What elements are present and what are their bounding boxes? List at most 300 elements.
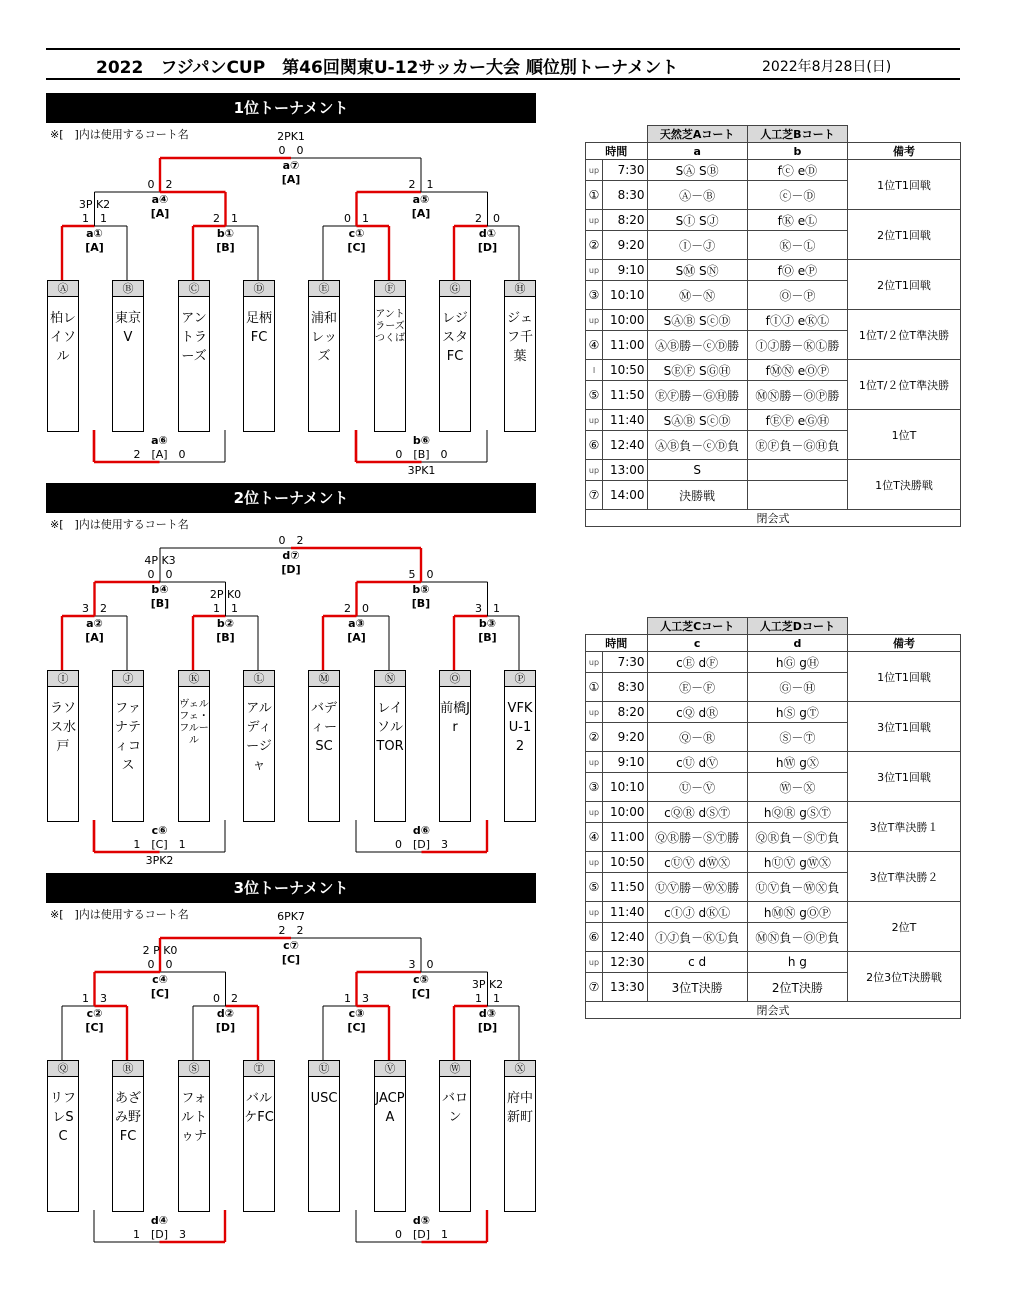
match-id: d④	[150, 1214, 169, 1227]
up-label: I	[586, 360, 603, 381]
team-id: Ⓑ	[113, 281, 143, 297]
match-note: 3位T1回戦	[848, 752, 961, 802]
team-box	[178, 280, 210, 432]
kickoff-time: 10:10	[603, 281, 648, 310]
team-box	[243, 1060, 275, 1212]
team-box	[243, 280, 275, 432]
match-id: d③	[478, 1007, 497, 1020]
schedule-table-ab	[585, 125, 961, 527]
warmup-a: SⓂ SⓃ	[647, 260, 747, 281]
warmup-b: fⒾⒿ eⓀⓁ	[747, 310, 847, 331]
score: 1 1	[82, 212, 107, 225]
score: 0 0	[278, 144, 304, 157]
match-note: 2位T1回戦	[848, 260, 961, 310]
kickoff-time: 14:00	[603, 481, 648, 510]
up-label: up	[586, 410, 603, 431]
warmup-time: 13:00	[603, 460, 648, 481]
bracket-title-t1: 1位トーナメント	[46, 93, 536, 123]
warmup-a: SⒶⒷ SⓒⒹ	[647, 310, 747, 331]
kickoff-time: 9:20	[603, 723, 648, 752]
page-header	[46, 48, 960, 80]
closing-ceremony: 閉会式	[586, 510, 961, 527]
warmup-b: h g	[747, 952, 847, 973]
team-box	[47, 1060, 79, 1212]
court-label: [A]	[411, 207, 431, 220]
schedule-row	[586, 652, 961, 673]
warmup-time: 11:40	[603, 902, 648, 923]
team-name: アントラーズ	[180, 311, 207, 364]
match-id: a⑤	[412, 193, 430, 206]
court-label: [B]	[150, 597, 170, 610]
warmup-a: SⒺⒻ SⒼⒽ	[647, 360, 747, 381]
team-box	[308, 670, 340, 822]
kickoff-time: 11:50	[603, 873, 648, 902]
pk-score: 3PK2	[145, 854, 174, 867]
match-id: a③	[348, 617, 365, 630]
schedule-row	[586, 310, 961, 331]
warmup-a: cⓆⓇ dⓈⓉ	[647, 802, 747, 823]
warmup-time: 7:30	[603, 652, 648, 673]
kickoff-time: 8:30	[603, 181, 648, 210]
match-number: ③	[586, 281, 603, 310]
up-label: up	[586, 902, 603, 923]
pk-score: 6PK7	[277, 910, 305, 923]
match-a: ⓊⓋ勝－ⓌⓍ勝	[647, 873, 747, 902]
pk-score: 2P K0	[209, 588, 242, 601]
match-id: d②	[216, 1007, 235, 1020]
team-box	[47, 280, 79, 432]
team-box	[374, 280, 406, 432]
match-note: 2位3位T決勝戦	[848, 952, 961, 1002]
match-number: ⑥	[586, 923, 603, 952]
team-box	[374, 670, 406, 822]
team-box	[504, 1060, 536, 1212]
match-id: c④	[152, 973, 168, 986]
team-box	[504, 670, 536, 822]
match-note: 1位T/２位T準決勝	[848, 360, 961, 410]
kickoff-time: 11:00	[603, 823, 648, 852]
team-id: Ⓚ	[179, 671, 209, 687]
match-note: 3位T準決勝１	[848, 802, 961, 852]
schedule-row	[586, 260, 961, 281]
team-name: 東京V	[114, 311, 141, 345]
match-id: d⑦	[282, 549, 300, 562]
up-label: up	[586, 952, 603, 973]
warmup-b: hⓌ gⓍ	[747, 752, 847, 773]
team-box	[112, 670, 144, 822]
score: 2 0	[475, 212, 500, 225]
pk-score: 3PK1	[407, 464, 436, 477]
warmup-b: hⓊⓋ gⓌⓍ	[747, 852, 847, 873]
team-name: 府中新町	[506, 1091, 533, 1125]
match-a: ⒾⒿ負－ⓀⓁ負	[647, 923, 747, 952]
match-number: ⑤	[586, 873, 603, 902]
match-number: ①	[586, 673, 603, 702]
score: 5 0	[408, 568, 434, 581]
match-a: ⒺⒻ勝－ⒼⒽ勝	[647, 381, 747, 410]
up-label: up	[586, 210, 603, 231]
court-letter: b	[747, 143, 847, 160]
score: 0 1	[344, 212, 369, 225]
match-id: d⑥	[412, 824, 431, 837]
kickoff-time: 12:40	[603, 923, 648, 952]
court-label: [A]	[85, 241, 104, 254]
match-number: ⑦	[586, 481, 603, 510]
score: 1 1	[475, 992, 500, 1005]
schedule-row	[586, 210, 961, 231]
score: 3 0	[408, 958, 434, 971]
match-a: Ⓠ－Ⓡ	[647, 723, 747, 752]
kickoff-time: 9:20	[603, 231, 648, 260]
court-label: [B]	[411, 597, 431, 610]
up-label: up	[586, 702, 603, 723]
match-a: ⓆⓇ勝－ⓈⓉ勝	[647, 823, 747, 852]
pk-score: 3P K2	[78, 198, 111, 211]
match-number: ①	[586, 181, 603, 210]
schedule-row	[586, 752, 961, 773]
match-number: ④	[586, 823, 603, 852]
warmup-b: fⓄ eⓅ	[747, 260, 847, 281]
court-label: [C]	[150, 987, 170, 1000]
score: 0 0	[147, 568, 173, 581]
score: 3 2	[82, 602, 107, 615]
warmup-time: 11:40	[603, 410, 648, 431]
time-header: 時間	[586, 143, 648, 160]
warmup-time: 8:20	[603, 210, 648, 231]
score: 0 [B] 0	[395, 448, 448, 461]
warmup-time: 8:20	[603, 702, 648, 723]
warmup-b: hⓂⓃ gⓄⓅ	[747, 902, 847, 923]
kickoff-time: 11:00	[603, 331, 648, 360]
court-label: [B]	[216, 241, 235, 254]
match-number: ③	[586, 773, 603, 802]
match-a: Ⓤ－Ⓥ	[647, 773, 747, 802]
match-note: 2位T	[848, 902, 961, 952]
schedule-row	[586, 952, 961, 973]
team-id: Ⓗ	[505, 281, 535, 297]
team-box	[439, 1060, 471, 1212]
score: 1 3	[344, 992, 369, 1005]
match-id: b⑥	[412, 434, 431, 447]
team-name: 足柄FC	[245, 311, 272, 345]
team-box	[374, 1060, 406, 1212]
match-id: d①	[478, 227, 497, 240]
team-name: リフレSC	[49, 1091, 76, 1144]
match-a: ⒶⒷ負－ⓒⒹ負	[647, 431, 747, 460]
warmup-a: cⓆ dⓇ	[647, 702, 747, 723]
score: 3 1	[475, 602, 500, 615]
court-header: 人工芝Cコート	[647, 618, 747, 635]
court-label: [C]	[347, 1021, 366, 1034]
match-b: Ⓖ－Ⓗ	[747, 673, 847, 702]
score: 0 2	[147, 178, 173, 191]
match-note: 2位T1回戦	[848, 210, 961, 260]
warmup-a: SⒶ SⒷ	[647, 160, 747, 181]
court-label: [B]	[478, 631, 497, 644]
warmup-time: 10:50	[603, 852, 648, 873]
warmup-a: S	[647, 460, 747, 481]
court-note: ※[ ]内は使用するコート名	[50, 128, 189, 141]
up-label: up	[586, 852, 603, 873]
match-id: b②	[216, 617, 235, 630]
team-name: VFKU-12	[507, 701, 533, 754]
court-label: [D]	[281, 563, 301, 576]
team-id: Ⓕ	[375, 281, 405, 297]
team-box	[439, 280, 471, 432]
court-label: [D]	[477, 1021, 498, 1034]
match-b: Ⓚ－Ⓛ	[747, 231, 847, 260]
match-b: ⓂⓃ負－ⓄⓅ負	[747, 923, 847, 952]
team-name: あざみ野FC	[114, 1091, 141, 1144]
team-name: アルディージャ	[246, 701, 272, 773]
match-a: Ⓐ－Ⓑ	[647, 181, 747, 210]
court-label: [C]	[411, 987, 431, 1000]
match-note: 1位T決勝戦	[848, 460, 961, 510]
match-id: c⑥	[151, 824, 168, 837]
match-b: Ⓦ－Ⓧ	[747, 773, 847, 802]
team-box	[178, 670, 210, 822]
match-id: b①	[216, 227, 235, 240]
match-number: ⑥	[586, 431, 603, 460]
team-name: バロン	[441, 1091, 468, 1125]
match-b: 2位T決勝	[747, 973, 847, 1002]
court-header: 人工芝Bコート	[747, 126, 847, 143]
team-name: レジスタFC	[441, 311, 468, 364]
team-name: バディーSC	[310, 701, 337, 754]
match-note: 3位T準決勝２	[848, 852, 961, 902]
team-id: Ⓡ	[113, 1061, 143, 1077]
team-name: アントラーズつくば	[375, 309, 405, 344]
court-label: [B]	[216, 631, 235, 644]
team-id: Ⓜ	[309, 671, 339, 687]
warmup-a: cⓊⓋ dⓌⓍ	[647, 852, 747, 873]
match-a: ⒶⒷ勝－ⓒⒹ勝	[647, 331, 747, 360]
team-id: Ⓛ	[244, 671, 274, 687]
match-a: 決勝戦	[647, 481, 747, 510]
court-label: [A]	[281, 173, 301, 186]
warmup-b: hⓈ gⓉ	[747, 702, 847, 723]
team-box	[308, 1060, 340, 1212]
team-id: Ⓒ	[179, 281, 209, 297]
court-label: [A]	[85, 631, 104, 644]
match-b: ⓆⓇ負－ⓈⓉ負	[747, 823, 847, 852]
event-date: 2022年8月28日(日)	[762, 59, 892, 75]
team-name: JACPA	[375, 1091, 405, 1125]
team-name: ファナティコス	[114, 701, 141, 773]
court-letter: c	[647, 635, 747, 652]
schedule-row	[586, 410, 961, 431]
team-name: バルケFC	[244, 1091, 274, 1125]
bracket-title-t2: 2位トーナメント	[46, 483, 536, 513]
court-label: [C]	[281, 953, 301, 966]
warmup-b	[747, 460, 847, 481]
team-name: 浦和レッズ	[310, 311, 337, 364]
match-b: Ⓢ－Ⓣ	[747, 723, 847, 752]
match-number: ②	[586, 231, 603, 260]
court-note: ※[ ]内は使用するコート名	[50, 518, 189, 531]
bracket-title-t3: 3位トーナメント	[46, 873, 536, 903]
match-b: ⓊⓋ負－ⓌⓍ負	[747, 873, 847, 902]
up-label: up	[586, 752, 603, 773]
up-label: up	[586, 652, 603, 673]
court-letter: d	[747, 635, 847, 652]
team-box	[243, 670, 275, 822]
warmup-a: cⒾⒿ dⓀⓁ	[647, 902, 747, 923]
match-a: Ⓔ－Ⓕ	[647, 673, 747, 702]
score: 0 [D] 1	[394, 1228, 449, 1241]
team-id: Ⓦ	[440, 1061, 470, 1077]
schedule-row	[586, 902, 961, 923]
pk-score: 2 P K0	[142, 944, 178, 957]
kickoff-time: 11:50	[603, 381, 648, 410]
team-box	[308, 280, 340, 432]
team-id: Ⓣ	[244, 1061, 274, 1077]
warmup-a: c d	[647, 952, 747, 973]
page-title: 2022 フジパンCUP 第46回関東U-12サッカー大会 順位別トーナメント	[96, 58, 679, 78]
team-id: Ⓧ	[505, 1061, 535, 1077]
team-id: Ⓟ	[505, 671, 535, 687]
match-number: ⑦	[586, 973, 603, 1002]
team-id: Ⓢ	[179, 1061, 209, 1077]
schedule-row	[586, 702, 961, 723]
match-b: ⓂⓃ勝－ⓄⓅ勝	[747, 381, 847, 410]
schedule-row	[586, 160, 961, 181]
match-note: 3位T1回戦	[848, 702, 961, 752]
match-id: b③	[478, 617, 497, 630]
match-id: c⑦	[283, 939, 299, 952]
court-letter: a	[647, 143, 747, 160]
schedule-row	[586, 852, 961, 873]
warmup-a: cⓊ dⓋ	[647, 752, 747, 773]
warmup-time: 10:00	[603, 310, 648, 331]
match-a: 3位T決勝	[647, 973, 747, 1002]
score: 1 1	[213, 602, 238, 615]
team-name: ヴェルフェ・フルール	[179, 699, 209, 746]
kickoff-time: 13:30	[603, 973, 648, 1002]
team-name: 前橋Jr	[440, 701, 470, 735]
match-a: Ⓜ－Ⓝ	[647, 281, 747, 310]
team-box	[112, 1060, 144, 1212]
match-number: ⑤	[586, 381, 603, 410]
pk-score: 2PK1	[277, 130, 305, 143]
kickoff-time: 10:10	[603, 773, 648, 802]
match-b: Ⓞ－Ⓟ	[747, 281, 847, 310]
team-id: Ⓥ	[375, 1061, 405, 1077]
team-id: Ⓖ	[440, 281, 470, 297]
score: 0 0	[147, 958, 173, 971]
warmup-time: 10:50	[603, 360, 648, 381]
team-name: レイソルTOR	[376, 701, 404, 754]
team-name: 柏レイソル	[49, 311, 76, 364]
score: 2 1	[408, 178, 434, 191]
kickoff-time: 12:40	[603, 431, 648, 460]
match-id: b④	[151, 583, 169, 596]
warmup-time: 9:10	[603, 752, 648, 773]
match-a: Ⓘ－Ⓙ	[647, 231, 747, 260]
score: 1 [D] 3	[132, 1228, 187, 1241]
up-label: up	[586, 802, 603, 823]
match-id: b⑤	[412, 583, 430, 596]
schedule-row	[586, 802, 961, 823]
warmup-a: SⒶⒷ SⓒⒹ	[647, 410, 747, 431]
match-id: a②	[86, 617, 103, 630]
up-label: up	[586, 160, 603, 181]
match-id: a⑥	[151, 434, 168, 447]
schedule-row	[586, 460, 961, 481]
match-number: ④	[586, 331, 603, 360]
match-id: c③	[348, 1007, 365, 1020]
warmup-b: hⓆⓇ gⓈⓉ	[747, 802, 847, 823]
up-label: up	[586, 260, 603, 281]
score: 0 [D] 3	[394, 838, 449, 851]
match-id: a④	[151, 193, 169, 206]
court-label: [C]	[85, 1021, 104, 1034]
court-label: [A]	[347, 631, 366, 644]
team-name: ジェフ千葉	[506, 311, 533, 364]
court-label: [A]	[150, 207, 170, 220]
schedule-row	[586, 360, 961, 381]
team-id: Ⓝ	[375, 671, 405, 687]
score: 2 [A] 0	[133, 448, 186, 461]
match-id: d⑤	[412, 1214, 431, 1227]
score: 1 3	[82, 992, 107, 1005]
court-label: [D]	[215, 1021, 236, 1034]
score: 1 [C] 1	[133, 838, 186, 851]
match-note: 1位T/２位T準決勝	[848, 310, 961, 360]
score: 0 2	[278, 534, 304, 547]
closing-ceremony: 閉会式	[586, 1002, 961, 1019]
match-note: 1位T1回戦	[848, 160, 961, 210]
note-header: 備考	[848, 635, 961, 652]
team-box	[112, 280, 144, 432]
team-id: Ⓙ	[113, 671, 143, 687]
score: 2 1	[213, 212, 238, 225]
time-header: 時間	[586, 635, 648, 652]
schedule-table-cd	[585, 617, 961, 1019]
note-header: 備考	[848, 143, 961, 160]
court-label: [C]	[347, 241, 366, 254]
court-label: [D]	[477, 241, 498, 254]
warmup-b: fⓀ eⓁ	[747, 210, 847, 231]
warmup-time: 10:00	[603, 802, 648, 823]
warmup-time: 9:10	[603, 260, 648, 281]
team-id: Ⓐ	[48, 281, 78, 297]
warmup-a: cⒺ dⒻ	[647, 652, 747, 673]
warmup-b: fⓒ eⒹ	[747, 160, 847, 181]
team-id: Ⓤ	[309, 1061, 339, 1077]
match-id: a⑦	[282, 159, 300, 172]
match-b: ⓒ－Ⓓ	[747, 181, 847, 210]
team-id: Ⓓ	[244, 281, 274, 297]
match-note: 1位T1回戦	[848, 652, 961, 702]
team-name: ラソス水戸	[49, 701, 76, 754]
match-number: ②	[586, 723, 603, 752]
score: 2 0	[344, 602, 369, 615]
match-b: ⒾⒿ勝－ⓀⓁ勝	[747, 331, 847, 360]
court-note: ※[ ]内は使用するコート名	[50, 908, 189, 921]
warmup-b: fⒺⒻ eⒼⒽ	[747, 410, 847, 431]
match-b	[747, 481, 847, 510]
pk-score: 3P K2	[471, 978, 504, 991]
court-header: 人工芝Dコート	[747, 618, 847, 635]
match-id: a①	[86, 227, 103, 240]
team-box	[47, 670, 79, 822]
court-header: 天然芝Aコート	[647, 126, 747, 143]
match-b: ⒺⒻ負－ⒼⒽ負	[747, 431, 847, 460]
kickoff-time: 8:30	[603, 673, 648, 702]
team-id: Ⓘ	[48, 671, 78, 687]
team-box	[178, 1060, 210, 1212]
